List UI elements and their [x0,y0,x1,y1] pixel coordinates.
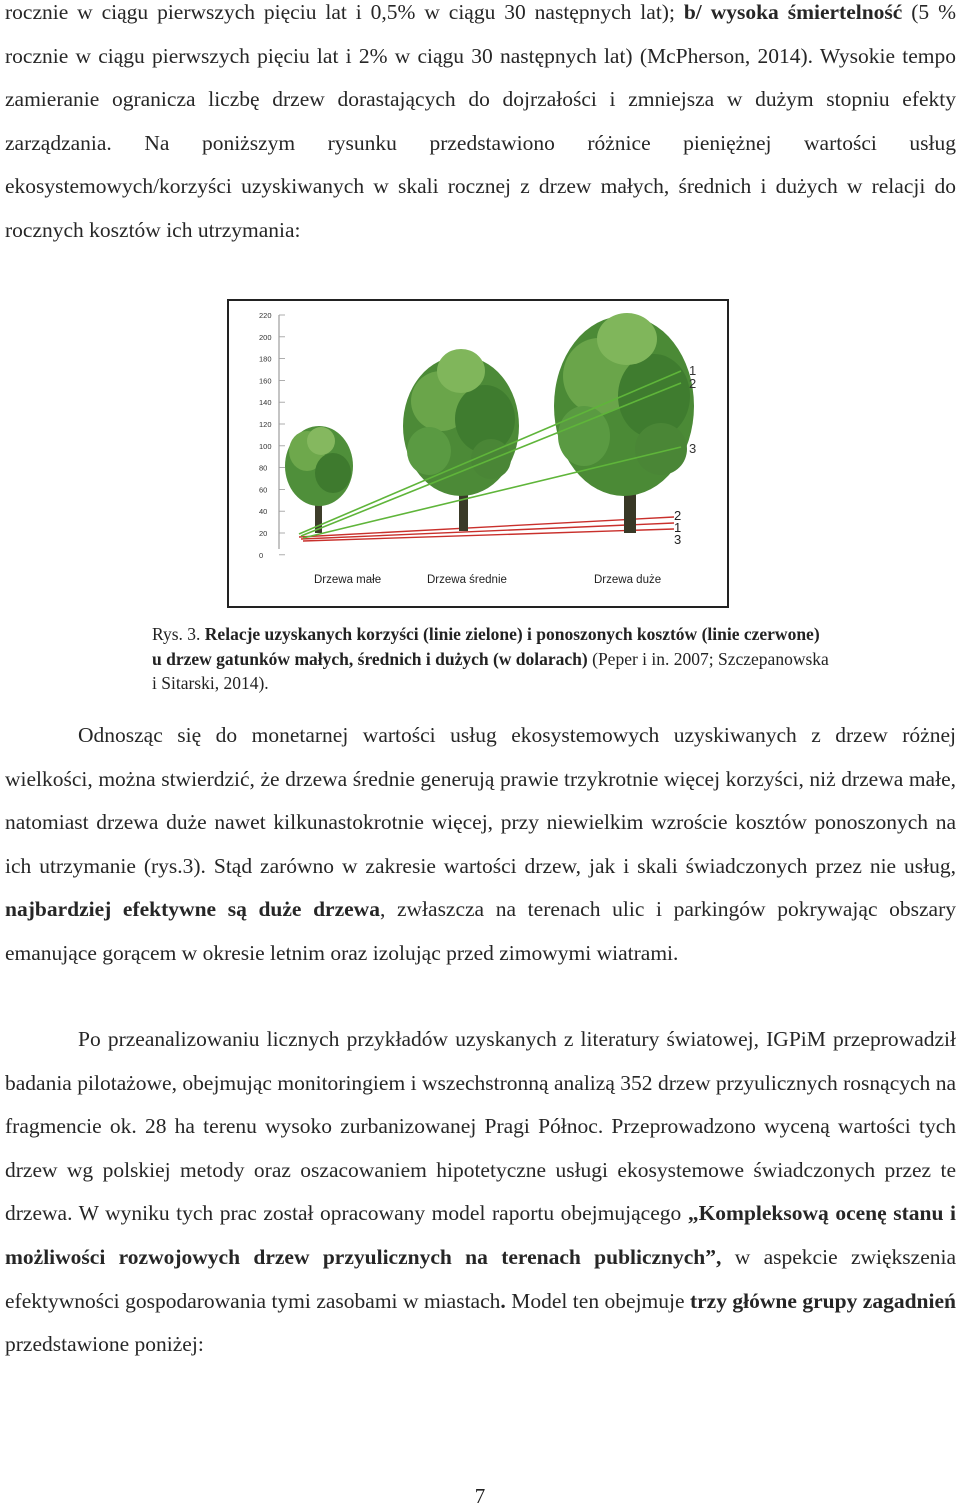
caption-bold: Relacje uzyskanych korzyści (linie zielone) i ponoszonych kosztów (linie czerwone) u drzew gatunków małych, średnich i dużych (w dolarach) [152,624,820,669]
figure-caption [152,622,832,696]
green-line-label-3: 3 [689,441,697,456]
bold-text: „Kompleksową ocenę stanu i możliwości rozwojowych drzew przyulicznych na terenach publicznych”, [5,1201,956,1269]
y-tick-label: 80 [259,463,268,473]
tree-medium-icon [403,349,519,531]
text-span: w aspekcie zwiększenia efektywności gospodarowania tymi zasobami w miastach [5,1244,957,1313]
text-span: rocznie w ciągu pierwszych pięciu lat i 0,5% w ciągu 30 następnych lat); [5,0,684,24]
caption-source: (Peper i in. 2007; Szczepanowska i Sitarski, 2014). [152,648,829,693]
text-span: (5 % rocznie w ciągu pierwszych pięciu lat i 2% w ciągu 30 następnych lat) (McPherson, 2014). Wysokie tempo zamieranie ogranicza liczbę drzew dorastających do dojrzałości i zmniejsza w dużym stopniu efekty zarządzania. Na poniższym rysunku przedstawiono różnice pieniężnej wartości usług ekosystemowych/korzyści uzyskiwanych w skali rocznej z drzew małych, średnich i dużych w relacji do rocznych kosztów ich utrzymania: [5,0,956,242]
bold-text: b/ wysoka śmiertelność [683,0,903,24]
paragraph-igpim-study [5,1018,956,1367]
y-tick-label: 120 [259,420,272,429]
label-large-trees: Drzewa duże [594,574,662,586]
text-span: Po przeanalizowaniu licznych przykładów uzyskanych z literatury światowej, IGPiM przeprowadził badania pilotażowe, obejmując monitoringiem i wszechstronną analizą 352 drzew przyulicznych rosnących na fragmencie ok. 28 ha terenu wysoko zurbanizowanej Pragi Północ. Przeprowadzono wyceną wartości tych drzew wg polskiej metody oraz oszacowaniem hipotetyczne usługi ekosystemowe świadczonych przez te drzewa. W wyniku tych prac został opracowany model raportu obejmującego [5,1027,956,1226]
caption-prefix: Rys. 3. [152,624,205,644]
red-line-label-3: 3 [674,532,682,547]
cost-lines [299,517,674,541]
text-span: przedstawione poniżej: [5,1332,204,1357]
bold-text: . [500,1288,506,1313]
y-tick-label: 160 [259,376,272,386]
figure-illustration [229,301,727,606]
tree-small-icon [285,426,353,533]
label-medium-trees: Drzewa średnie [427,574,507,586]
red-line-label-2: 2 [674,508,682,523]
y-tick-label: 60 [259,485,268,495]
text-span: , zwłaszcza na terenach ulic i parkingów pokrywając obszary emanujące gorącem w okresie letnim oraz izolując przed zimowymi wiatrami. [5,897,956,965]
y-tick-label: 180 [259,354,272,364]
y-tick-label: 220 [259,311,272,320]
green-line-label-1: 1 [689,363,697,378]
bold-text: trzy główne grupy zagadnień [689,1288,956,1313]
y-tick-label: 200 [259,332,272,342]
green-line-label-2: 2 [689,376,697,391]
label-small-trees: Drzewa małe [314,574,382,586]
text-span: Odnosząc się do monetarnej wartości usług ekosystemowych uzyskiwanych z drzew różnej wielkości, można stwierdzić, że drzewa średnie generują prawie trzykrotnie więcej korzyści, niż drzewa małe, natomiast drzewa duże nawet kilkunastokrotnie więcej, przy niewielkim wzroście kosztów ponoszonych na ich utrzymanie (rys.3). Stąd zarówno w zakresie wartości drzew, jak i skali świadczonych przez nie usług, [5,723,956,878]
y-tick-label: 40 [259,507,268,517]
tree-large-icon [554,313,697,533]
figure-tree-benefits-costs [227,299,729,608]
paragraph-monetary-value [5,714,956,976]
y-tick-label: 100 [259,441,272,451]
y-tick-label: 0 [259,550,264,560]
page-number: 7 [474,1484,486,1508]
red-line-label-1: 1 [674,520,682,535]
y-tick-label: 20 [259,529,268,538]
y-tick-label: 140 [259,398,272,408]
text-span: Model ten obejmuje [505,1288,690,1313]
paragraph-mortality [5,0,956,253]
bold-text: najbardziej efektywne są duże drzewa [5,897,380,922]
